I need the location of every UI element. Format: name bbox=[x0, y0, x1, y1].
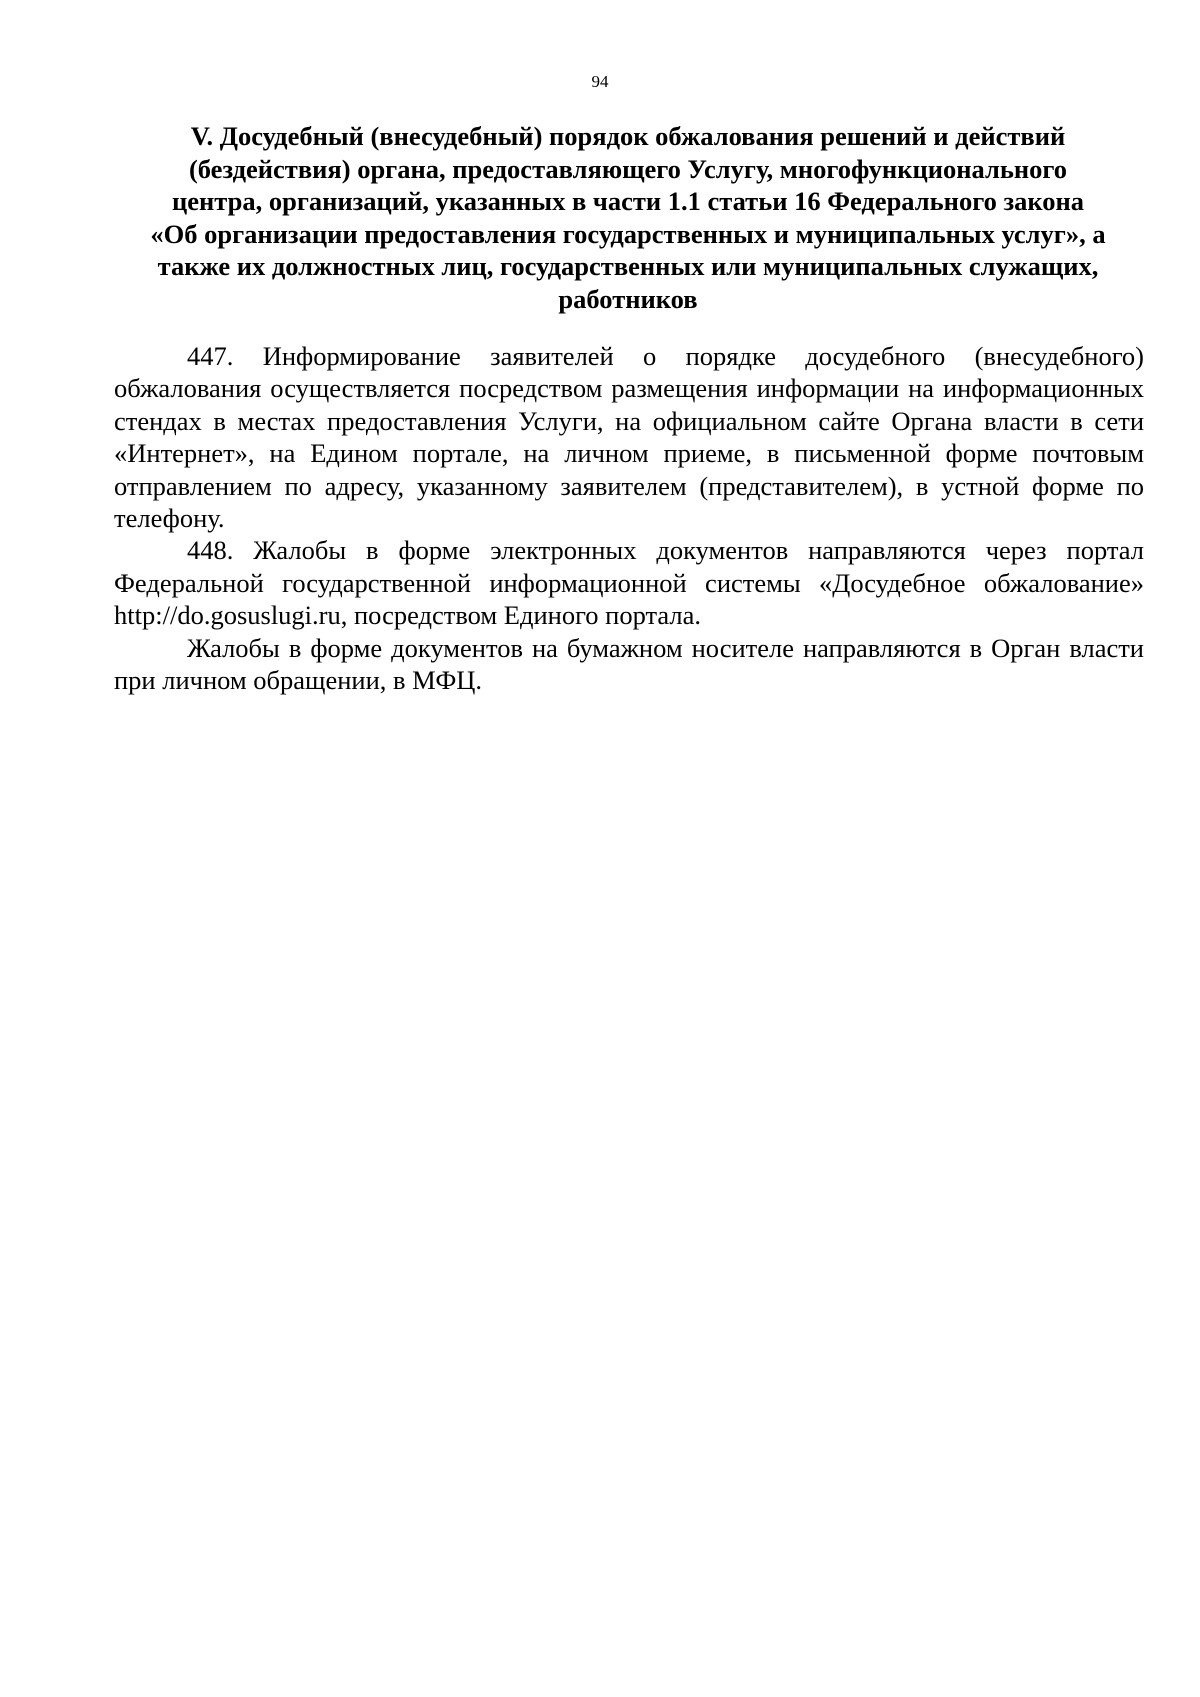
section-title-line: «Об организации предоставления государственных и муниципальных услуг», а bbox=[150, 218, 1106, 249]
page-number: 94 bbox=[591, 72, 609, 91]
section-title-line: V. Досудебный (внесудебный) порядок обжалования решений и действий bbox=[190, 121, 1066, 151]
body-text bbox=[114, 340, 1144, 696]
paragraph-448: 448. Жалобы в форме электронных документов направляются через портал Федеральной государственной информационной системы «Досудебное обжалование» http://do.gosuslugi.ru, посредством Единого портала. bbox=[114, 535, 1144, 631]
section-title-line: работников bbox=[558, 283, 698, 314]
section-title bbox=[112, 120, 1144, 316]
paragraph-447: 447. Информирование заявителей о порядке досудебного (внесудебного) обжалования осуществляется посредством размещения информации на информационных стендах в местах предоставления Услуги, на официальном сайте Органа власти в сети «Интернет», на Едином портале, на личном приеме, в письменной форме почтовым отправлением по адресу, указанному заявителем (представителем), в устной форме по телефону. bbox=[114, 341, 1144, 534]
section-title-line: центра, организаций, указанных в части 1.1 статьи 16 Федерального закона bbox=[171, 186, 1085, 217]
section-title-line: (бездействия) органа, предоставляющего Услугу, многофункционального bbox=[188, 153, 1068, 184]
section-title-line: также их должностных лиц, государственных или муниципальных служащих, bbox=[157, 251, 1099, 282]
paragraph-paper-complaints: Жалобы в форме документов на бумажном носителе направляются в Орган власти при личном обращении, в МФЦ. bbox=[114, 632, 1144, 696]
